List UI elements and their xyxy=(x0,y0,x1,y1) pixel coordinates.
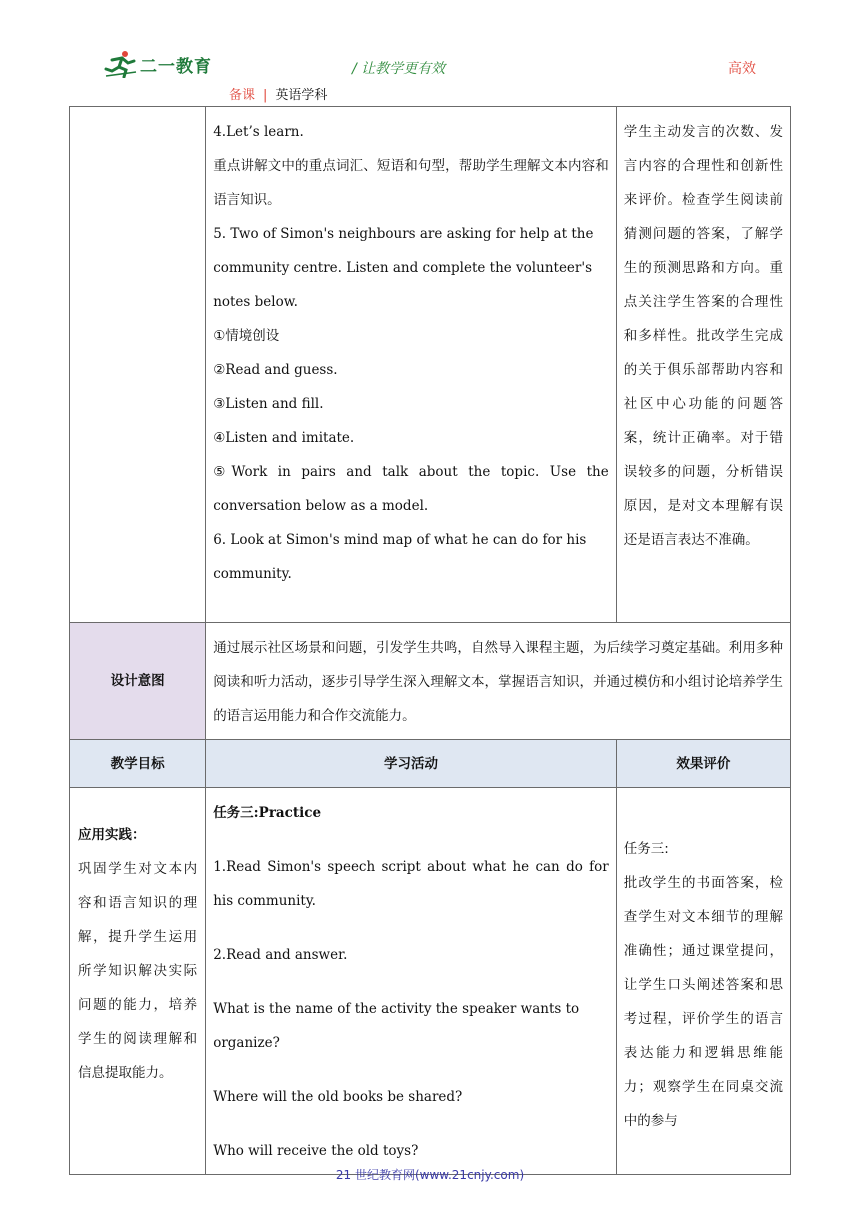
activity-line: 2.Read and answer. xyxy=(213,947,348,963)
activity-line: ③Listen and fill. xyxy=(213,396,324,412)
table-header-row xyxy=(70,740,791,788)
header-activities: 学习活动 xyxy=(206,740,617,788)
slogan: / 让教学更有效 xyxy=(352,61,446,77)
activity-line: What is the name of the activity the speaker wants to organize? xyxy=(213,1001,580,1051)
activity-line: 6. Look at Simon's mind map of what he can do for his community. xyxy=(213,532,587,582)
activities-cell xyxy=(206,788,617,1175)
eval-title: 任务三: xyxy=(623,841,669,857)
activity-line: ⑤Work in pairs and talk about the topic. Use the conversation below as a model. xyxy=(213,464,609,514)
table-row xyxy=(70,788,791,1175)
table-row xyxy=(70,107,791,623)
evaluation-cell xyxy=(616,788,790,1175)
table-row xyxy=(70,623,791,740)
evaluation-cell: 学生主动发言的次数、发言内容的合理性和创新性来评价。检查学生阅读前猜测问题的答案，了解学生的预测思路和方向。重点关注学生答案的合理性和多样性。批改学生完成的关于俱乐部帮助内容和社区中心功能的问题答案，统计正确率。对于错误较多的问题，分析错误原因，是对文本理解有误还是语言表达不准确。 xyxy=(616,107,790,623)
separator: | xyxy=(263,88,268,103)
activity-line: 重点讲解文中的重点词汇、短语和句型，帮助学生理解文本内容和语言知识。 xyxy=(213,158,609,208)
activity-line: 1.Read Simon's speech script about what he can do for his community. xyxy=(213,859,609,909)
logo xyxy=(104,50,212,78)
running-figure-icon xyxy=(104,50,138,78)
activity-line: 4.Let’s learn. xyxy=(213,124,304,140)
logo-text: 二一教育 xyxy=(140,56,212,77)
footer[interactable]: 21 世纪教育网(www.21cnjy.com) xyxy=(335,1168,525,1182)
activity-line: 5. Two of Simon's neighbours are asking for help at the community centre. Listen and complete the volunteer's notes below. xyxy=(213,226,594,310)
task-title: 任务三:Practice xyxy=(213,805,322,821)
activity-line: ④Listen and imitate. xyxy=(213,430,355,446)
eval-text: 批改学生的书面答案，检查学生对文本细节的理解准确性；通过课堂提问，让学生口头阐述答案和思考过程，评价学生的语言表达能力和逻辑思维能力；观察学生在同桌交流中的参与 xyxy=(623,875,783,1129)
goal-cell xyxy=(70,788,206,1175)
activities-cell xyxy=(206,107,617,623)
activity-line: Who will receive the old toys? xyxy=(213,1143,419,1159)
activity-line: ①情境创设 xyxy=(213,328,280,344)
subject-label: 英语学科 xyxy=(275,88,328,103)
goal-text: 巩固学生对文本内容和语言知识的理解，提升学生运用所学知识解决实际问题的能力，培养学生的阅读理解和信息提取能力。 xyxy=(78,861,198,1081)
efficiency-label: 高效 xyxy=(728,61,756,77)
header-goals: 教学目标 xyxy=(70,740,206,788)
goal-title: 应用实践： xyxy=(78,827,146,843)
design-intent-text: 通过展示社区场景和问题，引发学生共鸣，自然导入课程主题，为后续学习奠定基础。利用多种阅读和听力活动，逐步引导学生深入理解文本，掌握语言知识，并通过模仿和小组讨论培养学生的语言运用能力和合作交流能力。 xyxy=(206,623,791,740)
lesson-plan-table xyxy=(69,106,791,1175)
page-header xyxy=(0,0,860,106)
design-intent-label: 设计意图 xyxy=(70,623,206,740)
prep-label: 备课 xyxy=(229,88,256,103)
header-evaluation: 效果评价 xyxy=(616,740,790,788)
activity-line: Where will the old books be shared? xyxy=(213,1089,463,1105)
activity-line: ②Read and guess. xyxy=(213,362,338,378)
subheader xyxy=(229,84,327,103)
goal-cell-empty xyxy=(70,107,206,623)
